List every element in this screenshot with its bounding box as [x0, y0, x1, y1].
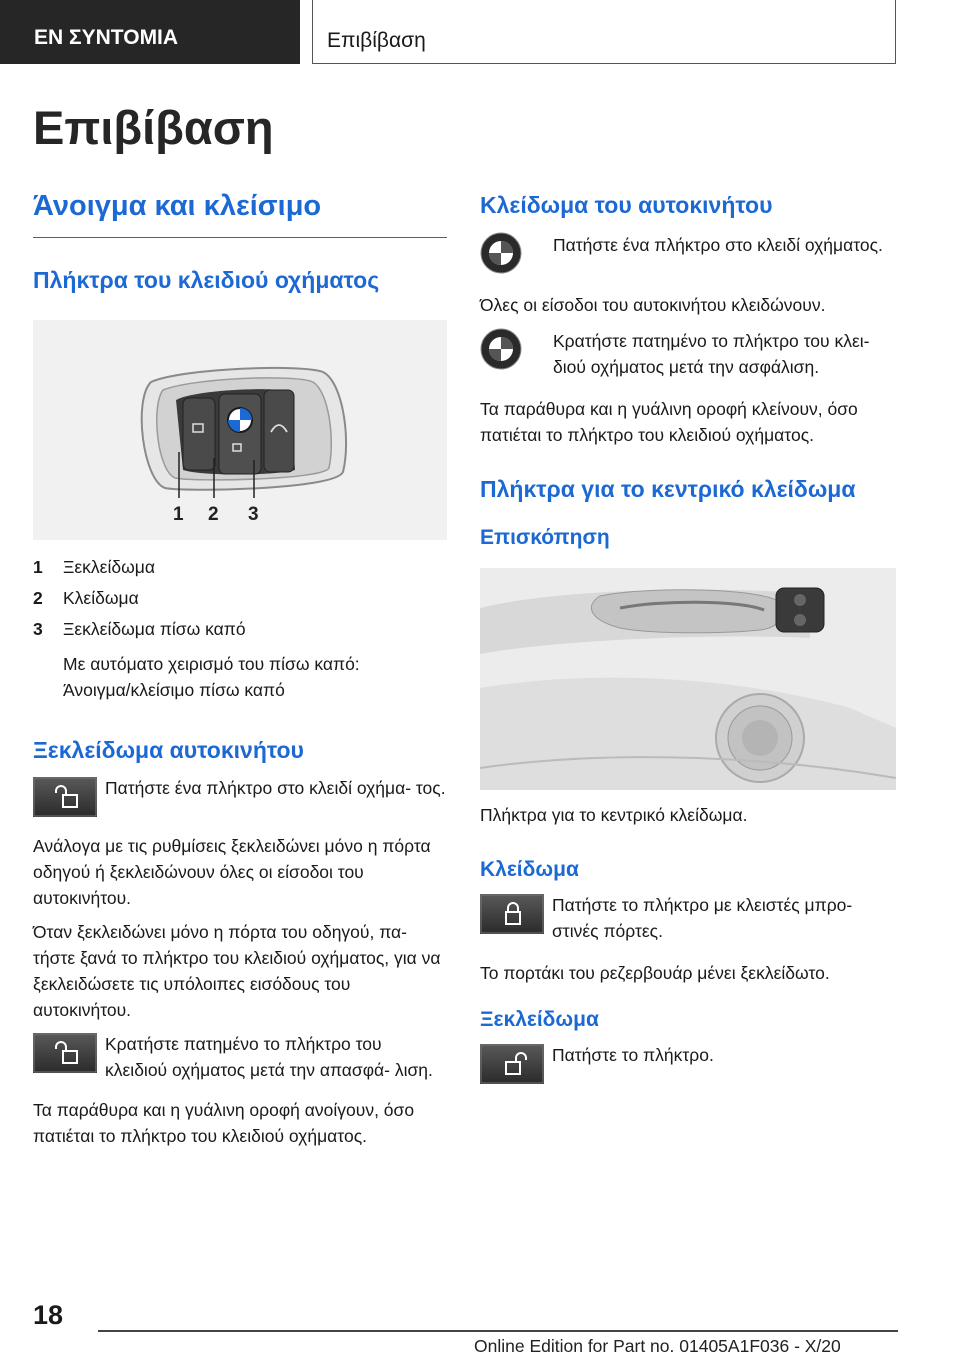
unlocking-heading: Ξεκλείδωμα	[480, 1008, 599, 1031]
unlock-button-icon	[33, 777, 97, 817]
door-panel-illustration	[480, 568, 896, 790]
lock-text-1: Πατήστε ένα πλήκτρο στο κλειδί οχήματος.	[553, 235, 883, 255]
page-number: 18	[33, 1300, 64, 1330]
footer-divider	[98, 1330, 898, 1332]
footer-edition: Online Edition for Part no. 01405A1F036 - X/20	[474, 1336, 841, 1356]
section-tab[interactable]: Επιβίβαση	[312, 0, 896, 64]
overview-heading: Επισκόπηση	[480, 526, 610, 549]
unlock-text-5: Τα παράθυρα και η γυάλινη οροφή ανοίγουν, όσο πατιέται το πλήκτρο του κλειδιού οχήματος.	[33, 1100, 415, 1146]
unlock-button-icon	[480, 1044, 544, 1084]
figure-label-3: 3	[248, 504, 259, 525]
unlock-text-2: Ανάλογα με τις ρυθμίσεις ξεκλειδώνει μόνο η πόρτα οδηγού ή ξεκλειδώνουν όλες οι είσοδοι του αυτοκινήτου.	[33, 836, 431, 908]
left-column	[33, 190, 447, 1149]
legend-item: 2 Κλείδωμα	[33, 588, 139, 608]
locking-instruction	[480, 892, 896, 944]
legend-item: 1 Ξεκλείδωμα	[33, 557, 155, 577]
subheading-key-buttons: Πλήκτρα του κλειδιού οχήματος	[33, 267, 380, 293]
page-title: Επιβίβαση	[33, 101, 274, 154]
door-panel-figure	[480, 568, 896, 790]
unlock-button-icon	[33, 1033, 97, 1073]
bmw-logo-icon	[480, 328, 522, 370]
lock-button-icon	[480, 894, 544, 934]
lock-hold-instruction	[480, 328, 896, 380]
legend-item: 3 Ξεκλείδωμα πίσω καπό	[33, 619, 246, 639]
legend-note: Άνοιγμα/κλείσιμο πίσω καπό	[63, 680, 285, 700]
lock-text-3: Κρατήστε πατημένο το πλήκτρο του κλει- διού οχήματος μετά την ασφάλιση.	[553, 331, 870, 377]
unlocking-instruction	[480, 1042, 896, 1084]
lock-instruction	[480, 232, 896, 274]
figure-label-2: 2	[208, 504, 219, 525]
figure-legend	[33, 552, 447, 703]
figure-label-1: 1	[173, 504, 184, 525]
unlock-vehicle-heading: Ξεκλείδωμα αυτοκινήτου	[33, 737, 304, 763]
unlock-text-1: Πατήστε ένα πλήκτρο στο κλειδί οχήμα- τος.	[105, 778, 446, 798]
lock-vehicle-heading: Κλείδωμα του αυτοκινήτου	[480, 192, 773, 218]
legend-note: Με αυτόματο χειρισμό του πίσω καπό:	[63, 654, 360, 674]
unlocking-text-1: Πατήστε το πλήκτρο.	[552, 1045, 714, 1065]
car-key-figure	[33, 320, 447, 540]
central-caption: Πλήκτρα για το κεντρικό κλείδωμα.	[480, 805, 748, 825]
unlock-hold-instruction	[33, 1031, 447, 1083]
lock-text-2: Όλες οι είσοδοι του αυτοκινήτου κλειδώνουν.	[480, 295, 826, 315]
bmw-logo-icon	[480, 232, 522, 274]
chapter-tab[interactable]: ΕΝ ΣΥΝΤΟΜΙΑ	[0, 0, 300, 64]
lock-text-4: Τα παράθυρα και η γυάλινη οροφή κλείνουν, όσο πατιέται το πλήκτρο του κλειδιού οχήματος.	[480, 399, 858, 445]
car-key-illustration	[33, 320, 447, 540]
unlock-text-3: Όταν ξεκλειδώνει μόνο η πόρτα του οδηγού, πα- τήστε ξανά το πλήκτρο του κλειδιού οχήματος, για να ξεκλειδώσετε τις υπόλοιπες εισόδους του αυτοκινήτου.	[33, 922, 441, 1020]
locking-heading: Κλείδωμα	[480, 858, 579, 881]
locking-text-1: Πατήστε το πλήκτρο με κλειστές μπρο- στινές πόρτες.	[552, 895, 853, 941]
locking-text-2: Το πορτάκι του ρεζερβουάρ μένει ξεκλείδωτο.	[480, 963, 830, 983]
section-heading-open-close: Άνοιγμα και κλείσιμο	[33, 190, 447, 238]
unlock-text-4: Κρατήστε πατημένο το πλήκτρο του κλειδιού οχήματος μετά την απασφά- λιση.	[105, 1034, 433, 1080]
right-column	[480, 190, 896, 1084]
unlock-instruction	[33, 775, 447, 817]
central-locking-heading: Πλήκτρα για το κεντρικό κλείδωμα	[480, 476, 856, 502]
page-header	[0, 0, 960, 66]
